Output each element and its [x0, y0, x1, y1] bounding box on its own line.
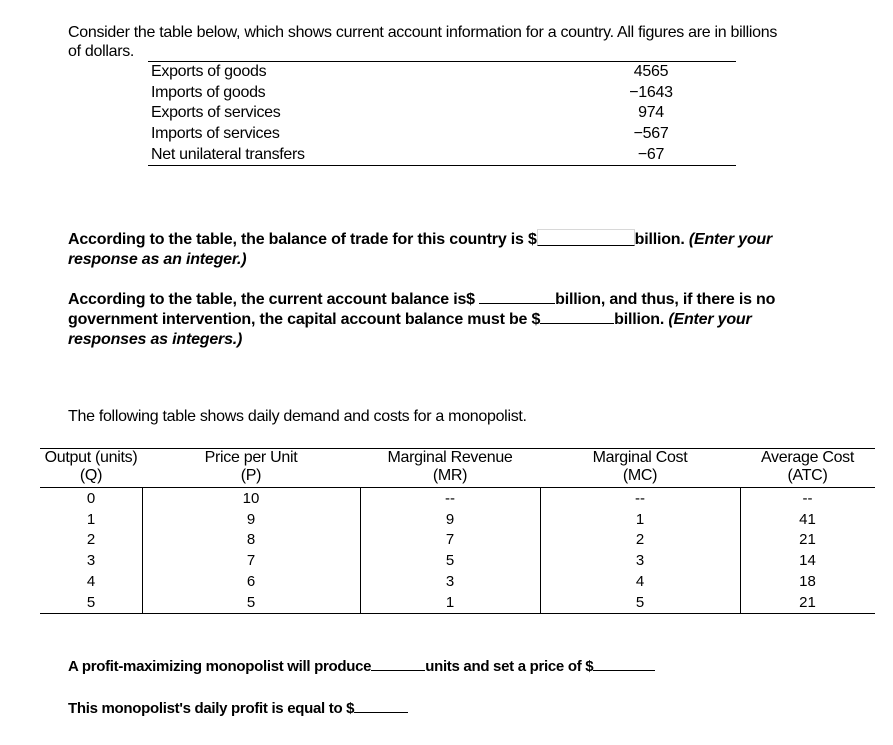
table-row	[148, 62, 736, 83]
q2-hint-cont: responses as integers.)	[68, 331, 243, 348]
header-marginal-revenue: Marginal Revenue (MR)	[387, 449, 513, 484]
table-row	[148, 83, 736, 104]
row-label: Exports of goods	[151, 63, 267, 81]
profit-input[interactable]	[354, 712, 408, 713]
capital-account-input[interactable]	[540, 323, 614, 324]
q3-text-a: A profit-maximizing monopolist will produce	[68, 658, 372, 675]
cell-mc: 1	[635, 510, 645, 528]
q3-text-b: units and set a price of $	[425, 658, 594, 675]
table-row	[40, 571, 875, 592]
cell-q: 4	[86, 573, 96, 591]
cell-mc: 2	[635, 531, 645, 549]
cell-mr: 1	[445, 593, 455, 611]
cell-mr: 7	[445, 531, 455, 549]
column-divider	[740, 487, 741, 613]
cell-mc: 3	[635, 552, 645, 570]
table-row	[148, 103, 736, 124]
monopolist-table	[40, 448, 875, 614]
cell-mr: 3	[445, 573, 455, 591]
cell-atc: --	[802, 489, 813, 507]
q4-text: This monopolist's daily profit is equal to $	[68, 700, 355, 717]
table-header	[40, 449, 875, 488]
intro-line-2: of dollars.	[68, 43, 135, 60]
cell-q: 5	[86, 593, 96, 611]
cell-mc: 4	[635, 573, 645, 591]
table-row	[40, 530, 875, 551]
current-account-input[interactable]	[479, 303, 555, 304]
column-divider	[142, 487, 143, 613]
table-row	[40, 592, 875, 613]
q2-text-a: According to the table, the current account balance is$	[68, 291, 475, 308]
monopolist-intro: The following table shows daily demand and costs for a monopolist.	[68, 408, 527, 425]
row-value: −1643	[629, 83, 673, 101]
cell-p: 9	[246, 510, 256, 528]
q2-text-c: government intervention, the capital account balance must be $	[68, 311, 541, 328]
header-marginal-cost: Marginal Cost (MC)	[592, 449, 688, 484]
cell-atc: 14	[799, 552, 816, 570]
cell-mc: --	[635, 489, 645, 507]
q1-unit: billion.	[634, 231, 685, 248]
cell-q: 1	[86, 510, 96, 528]
row-value: 974	[638, 104, 664, 122]
cell-p: 6	[246, 573, 256, 591]
table-row	[148, 144, 736, 165]
cell-mr: --	[445, 489, 455, 507]
row-value: 4565	[633, 63, 669, 81]
row-label: Imports of services	[151, 125, 280, 143]
row-label: Net unilateral transfers	[151, 145, 305, 163]
header-output: Output (units) (Q)	[44, 449, 138, 484]
q1-hint-cont: response as an integer.)	[68, 251, 247, 268]
price-input[interactable]	[593, 670, 655, 671]
column-divider	[540, 487, 541, 613]
row-value: −567	[633, 125, 669, 143]
cell-mr: 5	[445, 552, 455, 570]
table-row	[40, 509, 875, 530]
intro-line-1: Consider the table below, which shows current account information for a country. All figures are in billions	[68, 24, 778, 41]
q1-dollar: $	[527, 231, 537, 248]
cell-p: 10	[242, 489, 260, 507]
cell-atc: 21	[799, 531, 816, 549]
cell-q: 2	[86, 531, 96, 549]
cell-p: 8	[246, 531, 256, 549]
row-label: Imports of goods	[151, 83, 266, 101]
cell-p: 5	[246, 593, 256, 611]
row-label: Exports of services	[151, 104, 281, 122]
cell-q: 0	[86, 489, 96, 507]
q2-hint: (Enter your	[668, 311, 752, 328]
header-average-cost: Average Cost (ATC)	[760, 449, 855, 484]
cell-q: 3	[86, 552, 96, 570]
table-row	[148, 124, 736, 145]
cell-atc: 41	[799, 510, 816, 528]
table-row	[40, 488, 875, 509]
cell-mc: 5	[635, 593, 645, 611]
cell-atc: 21	[799, 593, 816, 611]
balance-of-trade-input[interactable]	[537, 229, 635, 246]
question-profit-maximizing	[68, 658, 655, 675]
table-row	[40, 550, 875, 571]
intro-paragraph	[68, 23, 777, 61]
cell-mr: 9	[445, 510, 455, 528]
current-account-table	[148, 61, 736, 166]
cell-p: 7	[246, 552, 256, 570]
q2-text-d: billion.	[614, 311, 665, 328]
question-daily-profit	[68, 700, 408, 717]
units-input[interactable]	[371, 670, 425, 671]
header-price: Price per Unit (P)	[204, 449, 298, 484]
cell-atc: 18	[799, 573, 816, 591]
question-balance-of-trade	[68, 229, 858, 270]
q1-hint: (Enter your	[688, 231, 773, 248]
column-divider	[360, 487, 361, 613]
question-current-account	[68, 290, 858, 350]
q2-text-b: billion, and thus, if there is no	[555, 291, 776, 308]
q1-text: According to the table, the balance of trade for this country is	[68, 231, 524, 248]
row-value: −67	[637, 145, 665, 163]
